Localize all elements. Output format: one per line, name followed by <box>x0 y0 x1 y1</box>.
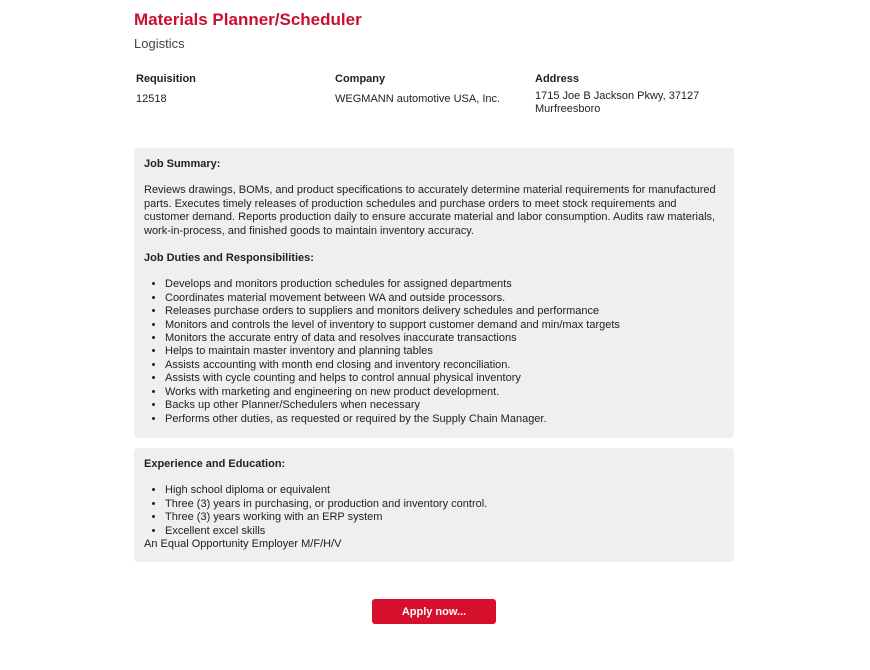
list-item: • Performs other duties, as requested or required by the Supply Chain Manager. <box>165 413 724 426</box>
requisition-label: Requisition <box>136 73 196 85</box>
list-item: • Works with marketing and engineering on new product development. <box>165 386 724 399</box>
requisition-column <box>136 73 326 106</box>
job-summary-text: Reviews drawings, BOMs, and product specifications to accurately determine material requirements for manufactured parts. Executes timely releases of production schedules and purchase orders to meet stock requirements and customer demand. Reports production daily to ensure accurate material and labor consumption. Audits raw materials, work-in-process, and finished goods to maintain inventory accuracy. <box>144 184 716 237</box>
list-item: • Releases purchase orders to suppliers and monitors delivery schedules and performance <box>165 305 724 318</box>
job-category: Logistics <box>134 36 185 51</box>
list-item: • Three (3) years in purchasing, or production and inventory control. <box>165 498 724 511</box>
experience-panel <box>134 448 734 562</box>
company-value: WEGMANN automotive USA, Inc. <box>335 93 501 105</box>
list-item: • Three (3) years working with an ERP system <box>165 511 724 524</box>
experience-heading: Experience and Education: <box>144 458 286 470</box>
list-item: • Develops and monitors production schedules for assigned departments <box>165 278 724 291</box>
list-item: • Coordinates material movement between WA and outside processors. <box>165 292 724 305</box>
job-summary-panel <box>134 148 734 438</box>
address-value: 1715 Joe B Jackson Pkwy, 37127 Murfreesboro <box>535 90 700 115</box>
apply-now-button[interactable]: Apply now... <box>372 599 496 624</box>
list-item: • Excellent excel skills <box>165 525 724 538</box>
list-item: • Monitors and controls the level of inventory to support customer demand and min/max targets <box>165 319 724 332</box>
job-duties-heading: Job Duties and Responsibilities: <box>144 252 314 265</box>
company-label: Company <box>335 73 386 85</box>
requisition-value: 12518 <box>136 93 167 105</box>
list-item: • Helps to maintain master inventory and planning tables <box>165 345 724 358</box>
job-duties-list <box>144 278 724 425</box>
list-item: • High school diploma or equivalent <box>165 484 724 497</box>
list-item: • Monitors the accurate entry of data and resolves inaccurate transactions <box>165 332 724 345</box>
company-column <box>335 73 525 106</box>
job-title: Materials Planner/Scheduler <box>134 10 362 29</box>
job-summary-heading: Job Summary: <box>144 158 221 170</box>
list-item: • Assists accounting with month end closing and inventory reconciliation. <box>165 359 724 372</box>
address-label: Address <box>535 73 580 85</box>
address-column <box>535 73 725 116</box>
list-item: • Backs up other Planner/Schedulers when necessary <box>165 399 724 412</box>
list-item: • Assists with cycle counting and helps to control annual physical inventory <box>165 372 724 385</box>
experience-list <box>144 484 724 538</box>
eeo-statement: An Equal Opportunity Employer M/F/H/V <box>144 538 342 551</box>
